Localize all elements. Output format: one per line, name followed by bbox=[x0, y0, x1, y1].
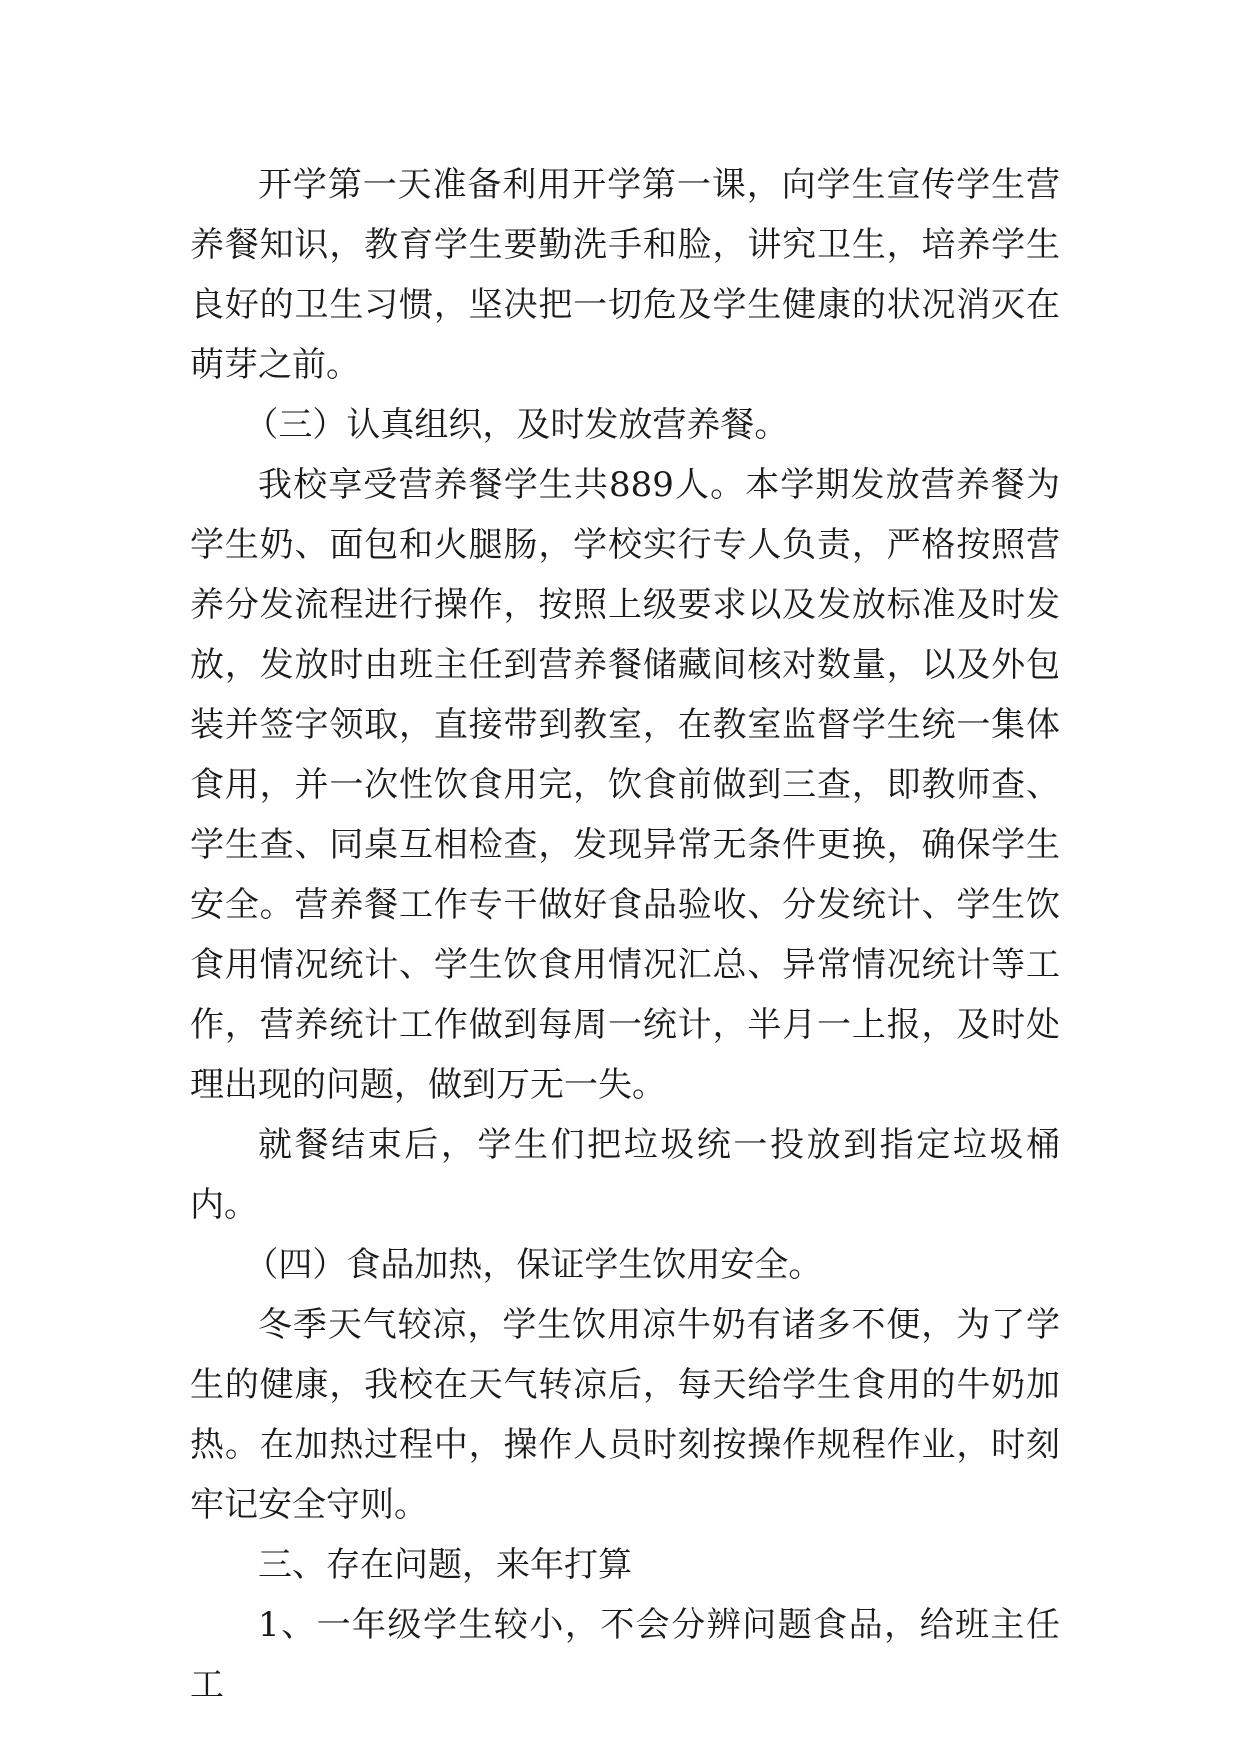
paragraph-waste-disposal: 就餐结束后，学生们把垃圾统一投放到指定垃圾桶内。 bbox=[190, 1125, 1060, 1225]
document-body bbox=[190, 155, 1060, 1715]
paragraph-distribution-details: 我校享受营养餐学生共889人。本学期发放营养餐为学生奶、面包和火腿肠，学校实行专人负责，严格按照营养分发流程进行操作，按照上级要求以及发放标准及时发放，发放时由班主任到营养餐储藏间核对数量，以及外包装并签字领取，直接带到教室，在教室监督学生统一集体食用，并一次性饮食用完，饮食前做到三查，即教师查、学生查、同桌互相检查，发现异常无条件更换，确保学生安全。营养餐工作专干做好食品验收、分发统计、学生饮食用情况统计、学生饮食用情况汇总、异常情况统计等工作，营养统计工作做到每周一统计，半月一上报，及时处理出现的问题，做到万无一失。 bbox=[190, 465, 1060, 1105]
section-heading-distribution: （三）认真组织，及时发放营养餐。 bbox=[244, 405, 789, 445]
paragraph-milk-heating: 冬季天气较凉，学生饮用凉牛奶有诸多不便，为了学生的健康，我校在天气转凉后，每天给学生食用的牛奶加热。在加热过程中，操作人员时刻按操作规程作业，时刻牢记安全守则。 bbox=[190, 1305, 1060, 1525]
paragraph-hygiene-education: 开学第一天准备利用开学第一课，向学生宣传学生营养餐知识，教育学生要勤洗手和脸，讲究卫生，培养学生良好的卫生习惯，坚决把一切危及学生健康的状况消灭在萌芽之前。 bbox=[190, 165, 1060, 385]
section-heading-heating: （四）食品加热，保证学生饮用安全。 bbox=[244, 1245, 823, 1285]
section-heading-problems: 三、存在问题，来年打算 bbox=[258, 1545, 632, 1585]
paragraph-problem-1: 1、一年级学生较小，不会分辨问题食品，给班主任工 bbox=[190, 1605, 1060, 1705]
